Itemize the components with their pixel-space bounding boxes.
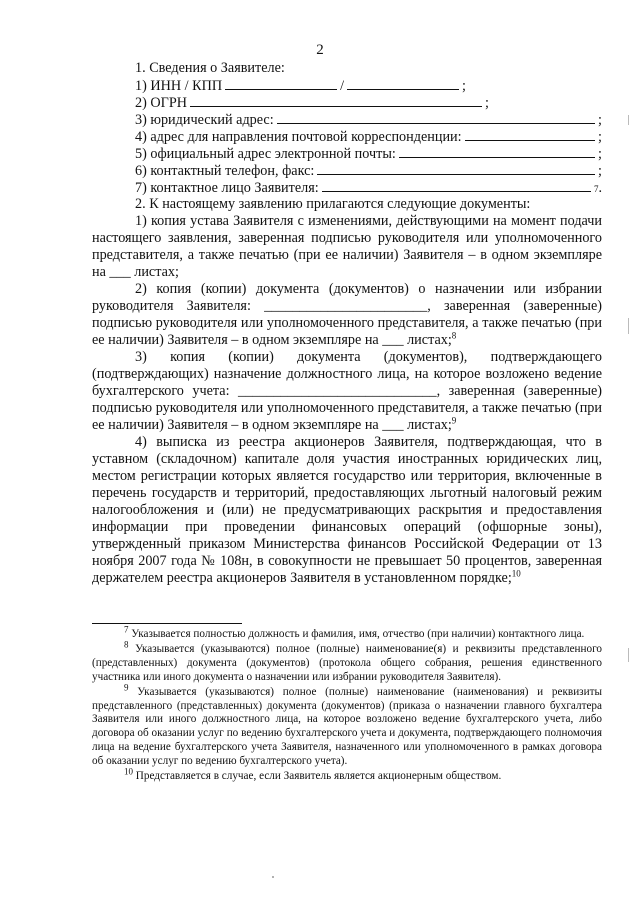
footnote-ref: 8 [451, 330, 457, 341]
field-label: 3) юридический адрес: [135, 112, 274, 128]
field-ogrn [92, 94, 602, 111]
footnote-text: Представляется в случае, если Заявитель является акционерным обществом. [135, 770, 502, 783]
footnote-7 [92, 624, 602, 642]
field-label: 2) ОГРН [135, 95, 187, 111]
field-contact-person: 7) контактное лицо Заявителя: 7 . [92, 179, 602, 196]
scan-mark [628, 115, 629, 125]
docs-intro-text: 2. К настоящему заявлению прилагаются следующие документы: [135, 196, 531, 212]
field-label: 7) контактное лицо Заявителя: [135, 180, 319, 196]
doc-item-text: 1) копия устава Заявителя с изменениями, действующими на момент подачи настоящего заявления, заверенная подписью руководителя или уполномоченного представителя, а также печатью (при ее наличии) Заявителя – в одном экземпляре на ___ листах; [92, 213, 602, 280]
footnote-text: Указывается полностью должность и фамилия, имя, отчество (при наличии) контактного лица. [131, 628, 585, 640]
footnote-ref: 9 [451, 415, 457, 426]
footnote-text: Указывается (указываются) полное (полные) наименование(я) и реквизиты представленного (представленных) документа (документов) (протокола общего собрания, решения единственного участника или иного документа о назначении или избрании руководителя Заявителя). [92, 642, 603, 683]
phone-fax-blank[interactable] [317, 162, 595, 175]
field-legal-address [92, 111, 602, 128]
scan-dot [272, 876, 274, 878]
footnote-number: 7 [124, 624, 129, 635]
footnote-number: 10 [124, 766, 133, 777]
contact-person-blank[interactable] [322, 179, 591, 192]
footnote-10 [92, 766, 602, 784]
footnote-number: 9 [124, 681, 129, 692]
inn-blank[interactable] [225, 77, 337, 90]
footnote-text: Указывается (указываются) полное (полные) наименование (наименования) и реквизиты представленного (представленных) документа (документов) (приказа о назначении главного бухгалтера Заявителя или иного должностного лица, на которое возложено ведение бухгалтерского учета, либо договора об оказании услуг по ведению бухгалтерского учета и документа, подтверждающего полномочия лица на ведение бухгалтерского учета Заявителя, назначенного или уполномоченного в рамках договора об оказании услуг по ведению бухгалтерского учета). [92, 685, 602, 768]
field-end: ; [598, 112, 602, 128]
page-number: 2 [316, 42, 324, 58]
doc-item-accountant-appointment [92, 349, 602, 434]
legal-address-blank[interactable] [277, 111, 595, 124]
footnote-separator [92, 623, 242, 624]
postal-address-blank[interactable] [465, 128, 595, 141]
section-heading [92, 60, 602, 77]
footnote-number: 8 [124, 639, 129, 650]
field-separator: / [340, 78, 345, 94]
doc-item-text: 3) копия (копии) документа (документов), подтверждающего (подтверждающих) назначение должностного лица, на которое возложено ведение бухгалтерского учета: ____________________________, заверенная (заверенные) подписью руководителя или уполномоченного представителя, а также печатью (при ее наличии) Заявителя – в одном экземпляре на ___ листах; [92, 349, 602, 433]
field-end: ; [462, 78, 466, 94]
doc-item-text: 2) копия (копии) документа (документов) о назначении или избрании руководителя Заявителя: _______________________, заверенная (заверенные) подписью руководителя или уполномоченного представителя, а также печатью (при ее наличии) Заявителя – в одном экземпляре на ___ листах; [92, 281, 602, 348]
docs-intro [92, 196, 602, 213]
field-email [92, 145, 602, 162]
field-phone-fax [92, 162, 602, 179]
ogrn-blank[interactable] [190, 94, 482, 107]
field-label: 6) контактный телефон, факс: [135, 163, 315, 179]
field-end: . [598, 180, 602, 196]
footnote-ref: 10 [511, 568, 521, 579]
email-blank[interactable] [399, 145, 595, 158]
scan-mark [628, 318, 629, 334]
doc-item-text: 4) выписка из реестра акционеров Заявителя, подтверждающая, что в уставном (складочном) капитале доля участия иностранных юридических лиц, местом регистрации которых является государство или территория, включенные в перечень государств и территорий, предоставляющих льготный налоговый режим налогообложения и (или) не предусматривающих раскрытия и предоставления информации при проведении финансовых операций (офшорные зоны), утвержденный приказом Министерства финансов Российской Федерации от 13 ноября 2007 года № 108н, в совокупности не превышает 50 процентов, заверенная держателем реестра акционеров Заявителя в установленном порядке; [92, 434, 602, 586]
field-end: ; [598, 129, 602, 145]
field-end: ; [598, 163, 602, 179]
field-label: 1) ИНН / КПП [135, 78, 223, 94]
field-end: ; [598, 146, 602, 162]
doc-item-shareholder-register [92, 434, 602, 587]
field-end: ; [484, 95, 489, 111]
kpp-blank[interactable] [347, 77, 459, 90]
field-inn-kpp [92, 77, 602, 94]
footnotes [92, 624, 603, 785]
document-body [92, 60, 602, 587]
doc-item-charter [92, 213, 602, 281]
field-postal-address [92, 128, 602, 145]
doc-item-head-appointment [92, 281, 602, 349]
field-label: 5) официальный адрес электронной почты: [135, 146, 396, 162]
field-label: 4) адрес для направления почтовой корреспонденции: [135, 129, 462, 145]
section-heading-text: 1. Сведения о Заявителе: [135, 60, 285, 76]
footnote-9 [92, 681, 602, 769]
scan-mark [628, 648, 629, 662]
footnote-8 [92, 639, 603, 685]
